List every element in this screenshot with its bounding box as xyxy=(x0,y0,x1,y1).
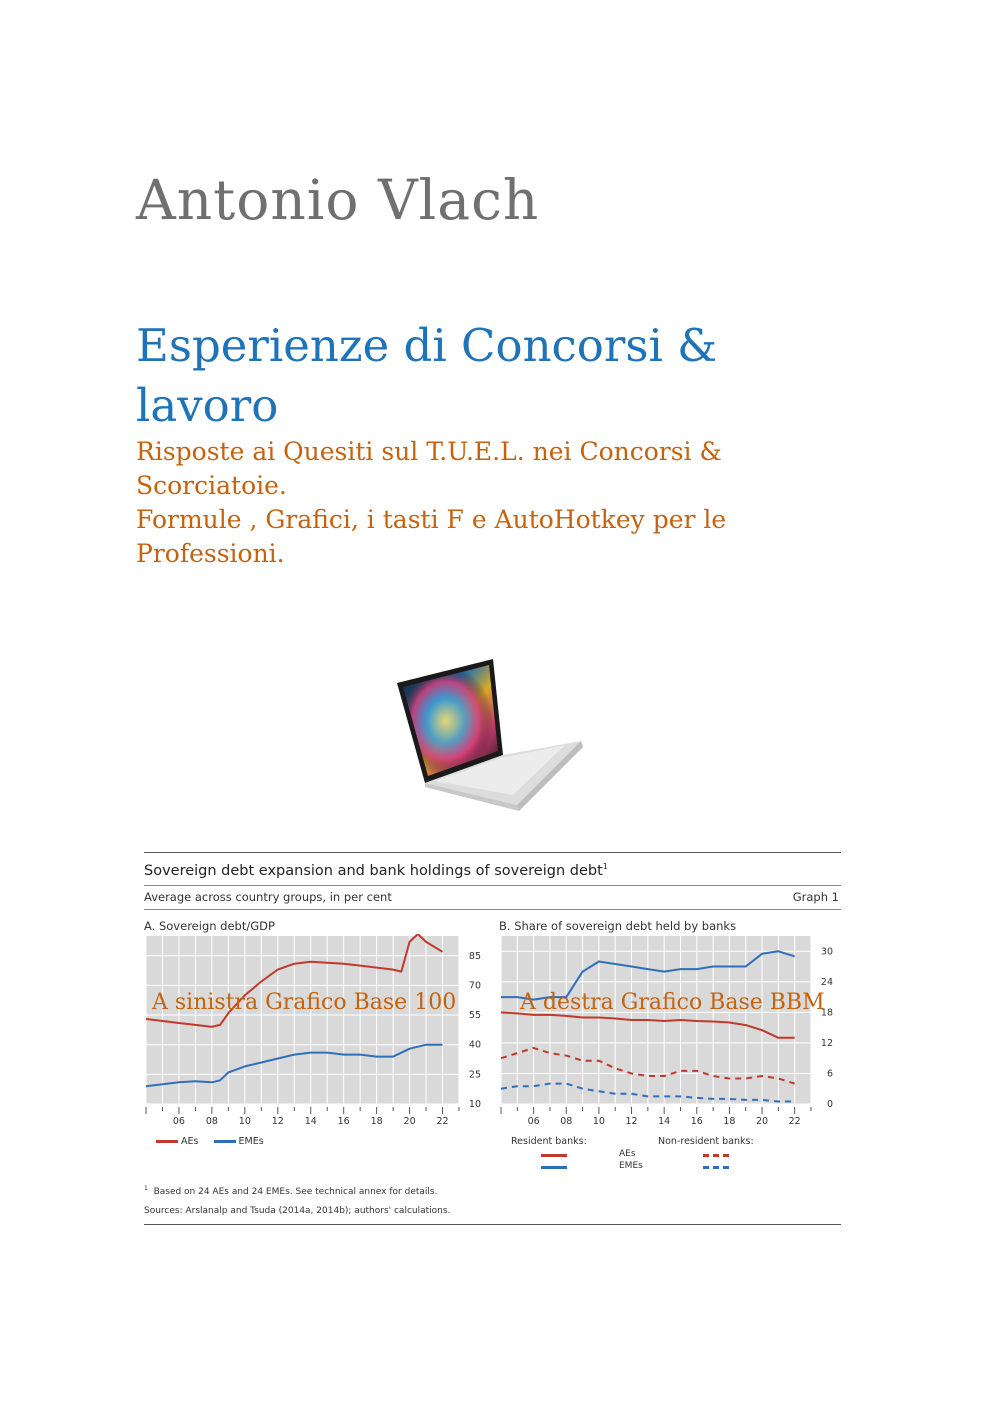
panel-a-y-tick-label: 25 xyxy=(468,1069,481,1081)
panel-a-y-tick-label: 55 xyxy=(468,1010,481,1022)
chart-figure xyxy=(144,852,841,1227)
panel-b-title: B. Share of sovereign debt held by banks xyxy=(499,919,737,933)
figure-title xyxy=(144,862,608,879)
panel-a-plot-area xyxy=(146,936,459,1104)
panel-a-x-tick-label: 22 xyxy=(436,1116,449,1127)
panel-b-x-tick-label: 16 xyxy=(690,1116,703,1127)
panel-b-y-tick-label: 6 xyxy=(826,1068,833,1080)
panel-a-x-tick-label: 20 xyxy=(403,1116,416,1127)
legend-b xyxy=(511,1136,841,1176)
graph-label: Graph 1 xyxy=(792,890,839,904)
legend-resident-label: Resident banks: xyxy=(511,1136,587,1147)
panel-b-y-tick-label: 0 xyxy=(826,1099,833,1110)
legend-label: AEs xyxy=(619,1149,636,1159)
legend-a xyxy=(156,1136,264,1147)
subtitle-line: Formule , Grafici, i tasti F e AutoHotkey per le xyxy=(136,505,727,534)
legend-swatch-nonresident-ae xyxy=(703,1154,729,1157)
footnote xyxy=(144,1185,437,1197)
figure-title-footnote-mark: 1 xyxy=(602,862,608,871)
sources-note: Sources: Arslanalp and Tsuda (2014a, 2014b); authors' calculations. xyxy=(144,1206,451,1216)
overlay-right-label: A destra Grafico Base BBM xyxy=(520,990,825,1015)
title-rule xyxy=(144,885,841,886)
panel-a-x-tick-label: 06 xyxy=(172,1116,185,1127)
panel-b-y-tick-label: 18 xyxy=(820,1007,833,1019)
subtitle-rule xyxy=(144,909,841,910)
panel-a-x-tick-label: 12 xyxy=(271,1116,284,1127)
legend-label: EMEs xyxy=(238,1136,264,1147)
panel-b-x-tick-label: 12 xyxy=(625,1116,638,1127)
figure-subtitle: Average across country groups, in per cent xyxy=(144,890,392,904)
book-title: Esperienze di Concorsi & lavoro xyxy=(136,319,718,432)
panel-b-x-tick-label: 22 xyxy=(788,1116,801,1127)
legend-label: AEs xyxy=(181,1136,199,1147)
panel-a-x-tick-label: 10 xyxy=(238,1116,251,1127)
legend-swatch-resident-ae xyxy=(541,1154,567,1157)
panel-b-x-tick-label: 14 xyxy=(658,1116,671,1127)
footnote-mark: 1 xyxy=(144,1185,148,1192)
legend-swatch-resident-eme xyxy=(541,1166,567,1169)
panel-a-y-tick-label: 85 xyxy=(468,950,481,962)
footnote-text: Based on 24 AEs and 24 EMEs. See technical annex for details. xyxy=(153,1187,438,1197)
panel-a-y-tick-label: 10 xyxy=(468,1099,481,1110)
subtitle-line: Professioni. xyxy=(136,539,285,568)
legend-swatch-eme xyxy=(214,1140,236,1143)
panel-b-x-tick-label: 06 xyxy=(527,1116,540,1127)
panel-a-x-tick-label: 14 xyxy=(304,1116,317,1127)
figure-title-text: Sovereign debt expansion and bank holdings of sovereign debt xyxy=(144,862,603,879)
panel-a-title: A. Sovereign debt/GDP xyxy=(144,919,275,933)
subtitle-line: Risposte ai Quesiti sul T.U.E.L. nei Concorsi & xyxy=(136,437,722,466)
panel-a-chart xyxy=(144,934,489,1134)
panel-b-x-tick-label: 20 xyxy=(756,1116,769,1127)
panel-b-x-tick-label: 10 xyxy=(592,1116,605,1127)
legend-nonresident-label: Non-resident banks: xyxy=(658,1136,754,1147)
panel-b-y-tick-label: 30 xyxy=(820,946,833,958)
legend-swatch-nonresident-eme xyxy=(703,1166,729,1169)
panel-a-x-tick-label: 18 xyxy=(370,1116,383,1127)
legend-swatch-ae xyxy=(156,1140,178,1143)
book-subtitle xyxy=(136,435,856,571)
bottom-rule xyxy=(144,1224,841,1225)
overlay-left-label: A sinistra Grafico Base 100 xyxy=(152,990,457,1015)
subtitle-line: Scorciatoie. xyxy=(136,471,287,500)
panel-a-x-tick-label: 08 xyxy=(205,1116,218,1127)
panel-b-chart xyxy=(499,934,841,1134)
top-rule xyxy=(144,852,841,853)
laptop-illustration xyxy=(395,655,585,815)
panel-a-x-tick-label: 16 xyxy=(337,1116,350,1127)
panel-b-x-tick-label: 18 xyxy=(723,1116,736,1127)
panel-b-y-tick-label: 24 xyxy=(820,976,833,988)
panel-a-y-tick-label: 40 xyxy=(468,1039,481,1051)
panel-b-x-tick-label: 08 xyxy=(560,1116,573,1127)
panel-a-y-tick-label: 70 xyxy=(468,980,481,992)
panel-b-y-tick-label: 12 xyxy=(820,1037,833,1049)
legend-label: EMEs xyxy=(619,1161,643,1171)
author-name: Antonio Vlach xyxy=(136,168,540,232)
